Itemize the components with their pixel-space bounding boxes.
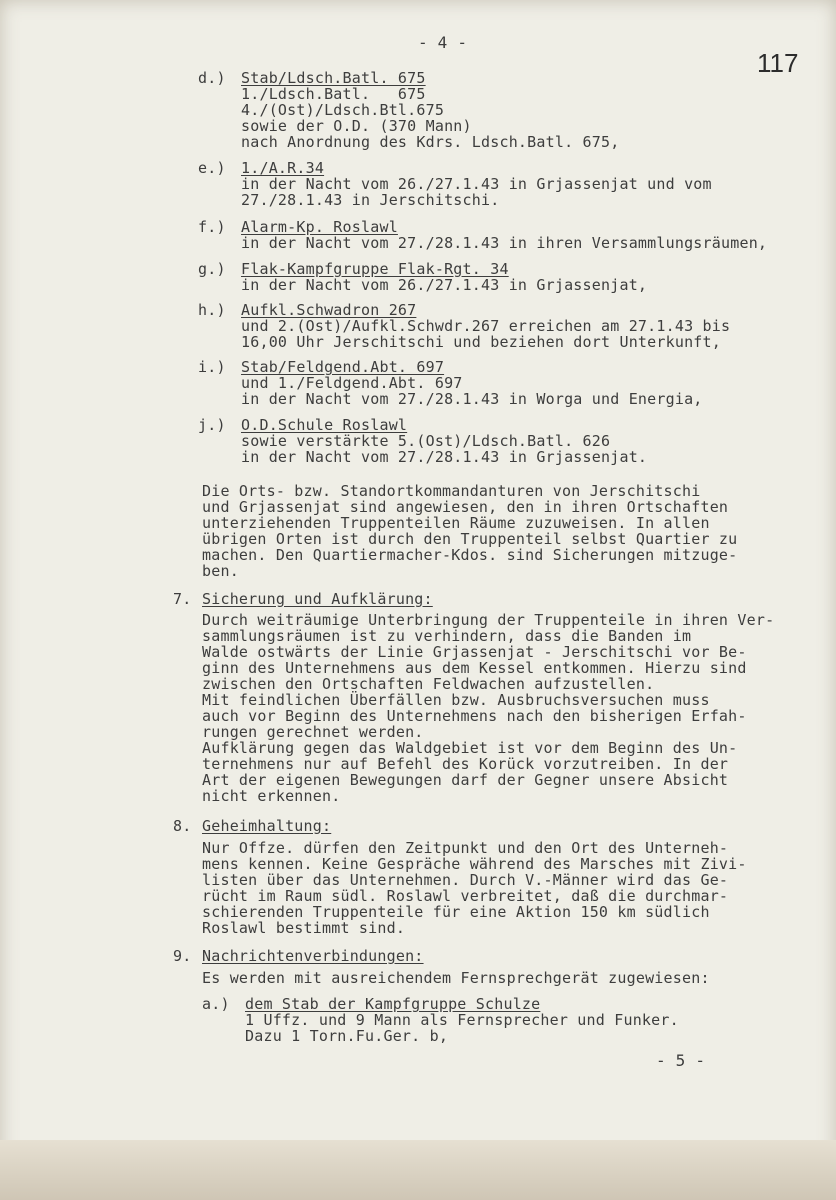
item-line: Stab/Feldgend.Abt. 697 — [241, 358, 445, 376]
item-line: 4./(Ost)/Ldsch.Btl.675 — [241, 101, 445, 119]
item-key: f.) — [198, 218, 226, 236]
item-line: 1./Ldsch.Batl. 675 — [241, 85, 426, 103]
item-line: Aufkl.Schwadron 267 — [241, 301, 417, 319]
folio-number: 117 — [757, 48, 799, 78]
paragraph-line: Die Orts- bzw. Standortkommandanturen von Jerschitschi — [202, 482, 701, 500]
item-line: in der Nacht vom 26./27.1.43 in Grjassenjat und vom — [241, 175, 712, 193]
section-line: Nur Offze. dürfen den Zeitpunkt und den Ort des Unterneh- — [202, 839, 729, 857]
paragraph-line: übrigen Orten ist durch den Truppenteil selbst Quartier zu — [202, 530, 738, 548]
section-line: Aufklärung gegen das Waldgebiet ist vor dem Beginn des Un- — [202, 739, 738, 757]
sub-item-key: a.) — [202, 995, 230, 1013]
paragraph-line: ben. — [202, 562, 239, 580]
item-line: in der Nacht vom 27./28.1.43 in ihren Versammlungsräumen, — [241, 234, 768, 252]
item-line: in der Nacht vom 26./27.1.43 in Grjassenjat, — [241, 276, 648, 294]
section-line: Durch weiträumige Unterbringung der Truppenteile in ihren Ver- — [202, 611, 775, 629]
item-key: i.) — [198, 358, 226, 376]
item-key: j.) — [198, 416, 226, 434]
section-line: rungen gerechnet werden. — [202, 723, 424, 741]
item-line: 1./A.R.34 — [241, 159, 325, 177]
section-line: ginn des Unternehmens aus dem Kessel entkommen. Hierzu sind — [202, 659, 747, 677]
item-key: d.) — [198, 69, 226, 87]
item-line: 27./28.1.43 in Jerschitschi. — [241, 191, 500, 209]
section-line: mens kennen. Keine Gespräche während des Marsches mit Zivi- — [202, 855, 747, 873]
section-line: Mit feindlichen Überfällen bzw. Ausbruchsversuchen muss — [202, 691, 710, 709]
item-key: g.) — [198, 260, 226, 278]
section-line: Walde ostwärts der Linie Grjassenjat - Jerschitschi vor Be- — [202, 643, 747, 661]
item-line: sowie verstärkte 5.(Ost)/Ldsch.Batl. 626 — [241, 432, 611, 450]
paragraph-line: machen. Den Quartiermacher-Kdos. sind Sicherungen mitzuge- — [202, 546, 738, 564]
next-page-marker: - 5 - — [656, 1051, 706, 1070]
section-line: auch vor Beginn des Unternehmens nach den bisherigen Erfah- — [202, 707, 747, 725]
section-line: Art der eigenen Bewegungen darf der Gegner unsere Absicht — [202, 771, 729, 789]
item-line: Alarm-Kp. Roslawl — [241, 218, 398, 236]
sub-item-line: 1 Uffz. und 9 Mann als Fernsprecher und Funker. — [245, 1011, 679, 1029]
section-line: nicht erkennen. — [202, 787, 341, 805]
item-line: in der Nacht vom 27./28.1.43 in Worga und Energia, — [241, 390, 703, 408]
section-number: 9. — [173, 947, 192, 965]
page-marker: - 4 - — [418, 33, 468, 52]
section-heading: Sicherung und Aufklärung: — [202, 590, 433, 608]
section-line: sammlungsräumen ist zu verhindern, dass die Banden im — [202, 627, 692, 645]
section-line: rücht im Raum südl. Roslawl verbreitet, daß die durchmar- — [202, 887, 729, 905]
item-key: e.) — [198, 159, 226, 177]
page-bottom-shadow — [0, 1140, 836, 1200]
item-line: und 2.(Ost)/Aufkl.Schwdr.267 erreichen am 27.1.43 bis — [241, 317, 731, 335]
section-heading: Geheimhaltung: — [202, 817, 332, 835]
item-key: h.) — [198, 301, 226, 319]
paragraph-line: unterziehenden Truppenteilen Räume zuzuweisen. In allen — [202, 514, 710, 532]
section-line: listen über das Unternehmen. Durch V.-Männer wird das Ge- — [202, 871, 729, 889]
section-heading: Nachrichtenverbindungen: — [202, 947, 424, 965]
section-line: Roslawl bestimmt sind. — [202, 919, 406, 937]
item-line: 16,00 Uhr Jerschitschi und beziehen dort Unterkunft, — [241, 333, 721, 351]
section-number: 7. — [173, 590, 192, 608]
item-line: nach Anordnung des Kdrs. Ldsch.Batl. 675, — [241, 133, 620, 151]
item-line: O.D.Schule Roslawl — [241, 416, 408, 434]
section-line: Es werden mit ausreichendem Fernsprechgerät zugewiesen: — [202, 969, 710, 987]
sub-item-line: Dazu 1 Torn.Fu.Ger. b, — [245, 1027, 449, 1045]
section-line: schierenden Truppenteile für eine Aktion 150 km südlich — [202, 903, 710, 921]
section-number: 8. — [173, 817, 192, 835]
section-line: ternehmens nur auf Befehl des Korück vorzutreiben. In der — [202, 755, 729, 773]
item-line: sowie der O.D. (370 Mann) — [241, 117, 472, 135]
item-line: Stab/Ldsch.Batl. 675 — [241, 69, 426, 87]
sub-item-line: dem Stab der Kampfgruppe Schulze — [245, 995, 541, 1013]
item-line: in der Nacht vom 27./28.1.43 in Grjassenjat. — [241, 448, 648, 466]
item-line: Flak-Kampfgruppe Flak-Rgt. 34 — [241, 260, 509, 278]
section-line: zwischen den Ortschaften Feldwachen aufzustellen. — [202, 675, 655, 693]
item-line: und 1./Feldgend.Abt. 697 — [241, 374, 463, 392]
paragraph-line: und Grjassenjat sind angewiesen, den in ihren Ortschaften — [202, 498, 729, 516]
